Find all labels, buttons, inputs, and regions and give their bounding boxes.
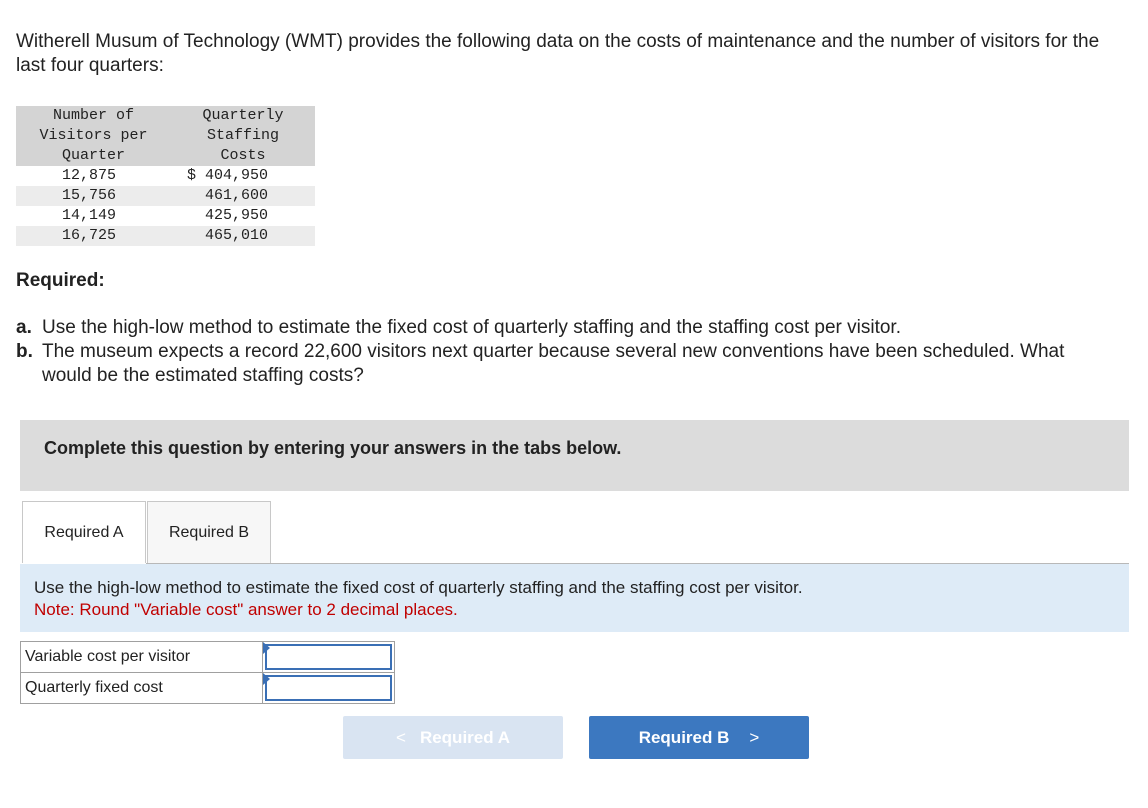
visitors-cell: 12,875	[16, 166, 171, 186]
tab-required-a[interactable]: Required A	[22, 501, 146, 563]
header-costs: Quarterly Staffing Costs	[171, 106, 315, 166]
requirement-b	[16, 340, 1116, 388]
rounding-note: Note: Round "Variable cost" answer to 2 decimal places.	[34, 600, 458, 619]
header-visitors: Number of Visitors per Quarter	[16, 106, 171, 166]
table-row	[16, 186, 315, 206]
answer-row-fixed-cost	[21, 673, 395, 704]
tab-required-b[interactable]: Required B	[147, 501, 271, 563]
table-row	[16, 226, 315, 246]
requirement-a	[16, 316, 1116, 340]
required-heading: Required:	[16, 270, 105, 291]
requirement-text: The museum expects a record 22,600 visitors next quarter because several new conventions have been scheduled. What would be the estimated staffing costs?	[42, 341, 1065, 386]
fixed-cost-input[interactable]	[265, 675, 392, 701]
cost-cell: 425,950	[171, 206, 315, 226]
tab-bar	[22, 501, 271, 563]
tab-instructions	[20, 564, 1129, 632]
requirement-label: a.	[16, 317, 32, 338]
question-intro: Witherell Musum of Technology (WMT) provides the following data on the costs of maintenance and the number of visitors for the last four quarters:	[16, 31, 1100, 76]
prev-button-label: Required A	[419, 727, 510, 747]
visitors-costs-table	[16, 106, 315, 246]
cost-cell: 465,010	[171, 226, 315, 246]
fixed-cost-label: Quarterly fixed cost	[21, 673, 263, 704]
input-flag-icon	[263, 673, 270, 685]
table-row	[16, 166, 315, 186]
requirements-list	[16, 316, 1116, 388]
table-row	[16, 206, 315, 226]
chevron-left-icon: <	[396, 727, 406, 747]
input-flag-icon	[263, 642, 270, 654]
visitors-cell: 15,756	[16, 186, 171, 206]
cost-cell: $ 404,950	[171, 166, 315, 186]
next-button-label: Required B	[638, 727, 730, 747]
banner-text: Complete this question by entering your answers in the tabs below.	[44, 438, 622, 458]
answer-row-variable-cost	[21, 642, 395, 673]
next-required-b-button[interactable]	[589, 716, 809, 759]
chevron-right-icon: >	[749, 727, 760, 747]
answer-table	[20, 641, 395, 704]
variable-cost-label: Variable cost per visitor	[21, 642, 263, 673]
cost-cell: 461,600	[171, 186, 315, 206]
requirement-label: b.	[16, 341, 33, 362]
visitors-cell: 16,725	[16, 226, 171, 246]
variable-cost-input[interactable]	[265, 644, 392, 670]
prev-required-a-button[interactable]	[343, 716, 563, 759]
variable-cost-cell	[263, 642, 395, 673]
instruction-banner	[20, 420, 1129, 491]
fixed-cost-cell	[263, 673, 395, 704]
visitors-cell: 14,149	[16, 206, 171, 226]
instruction-text: Use the high-low method to estimate the fixed cost of quarterly staffing and the staffing cost per visitor.	[34, 578, 803, 597]
requirement-text: Use the high-low method to estimate the fixed cost of quarterly staffing and the staffing cost per visitor.	[42, 317, 901, 338]
